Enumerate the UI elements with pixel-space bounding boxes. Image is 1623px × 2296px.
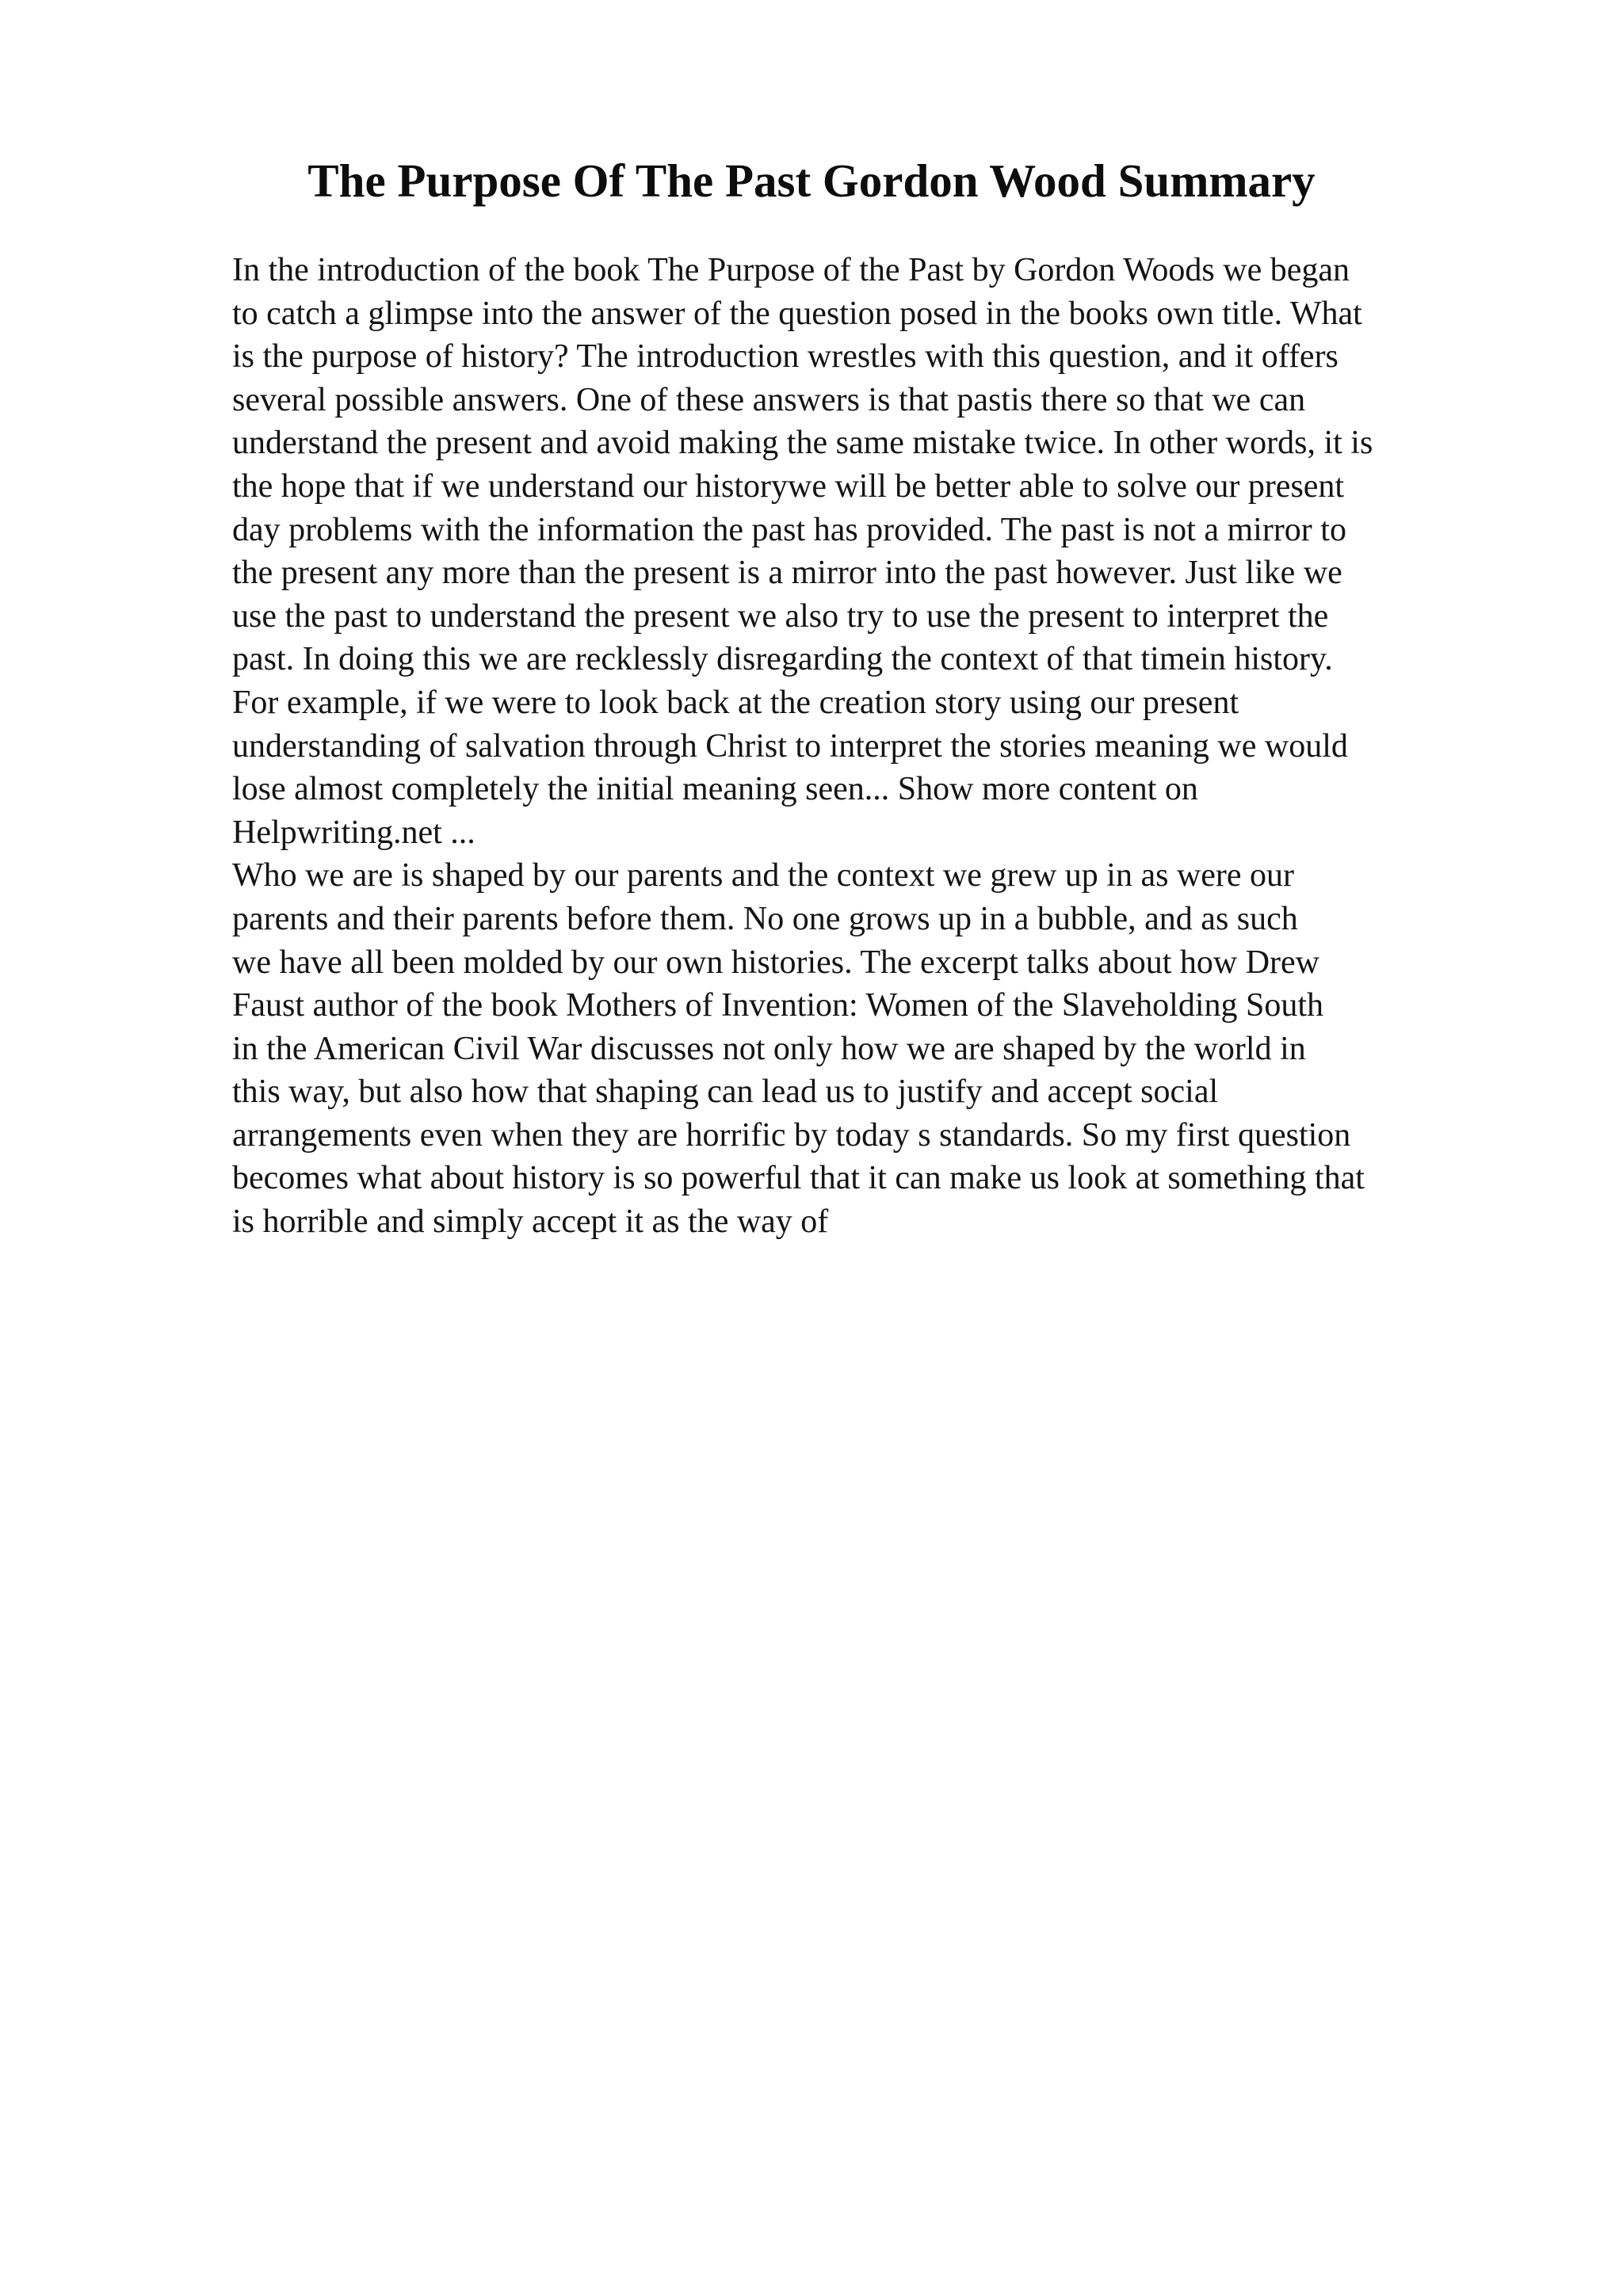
body-line: Helpwriting.net ... bbox=[232, 814, 475, 851]
body-line: In the introduction of the book The Purpose of the Past by Gordon Woods we began bbox=[232, 252, 1350, 288]
body-line: parents and their parents before them. No one grows up in a bubble, and as such bbox=[232, 900, 1298, 937]
body-line: we have all been molded by our own histories. The excerpt talks about how Drew bbox=[232, 944, 1320, 981]
body-line: Faust author of the book Mothers of Invention: Women of the Slaveholding South bbox=[232, 987, 1324, 1024]
document-body bbox=[232, 249, 1548, 1244]
body-line: use the past to understand the present we also try to use the present to interpret the bbox=[232, 597, 1329, 635]
body-line: becomes what about history is so powerful that it can make us look at something that bbox=[232, 1160, 1365, 1197]
body-line: the present any more than the present is a mirror into the past however. Just like we bbox=[232, 555, 1342, 592]
body-line: is the purpose of history? The introduction wrestles with this question, and it offers bbox=[232, 338, 1338, 376]
body-line: For example, if we were to look back at the creation story using our present bbox=[232, 684, 1239, 721]
body-line: past. In doing this we are recklessly disregarding the context of that timein history. bbox=[232, 641, 1333, 678]
body-line: several possible answers. One of these answers is that pastis there so that we can bbox=[232, 381, 1306, 418]
body-line: in the American Civil War discusses not only how we are shaped by the world in bbox=[232, 1030, 1306, 1067]
body-line: day problems with the information the past has provided. The past is not a mirror to bbox=[232, 511, 1346, 548]
body-line: arrangements even when they are horrific by today s standards. So my first question bbox=[232, 1116, 1351, 1154]
body-line: to catch a glimpse into the answer of the question posed in the books own title. What bbox=[232, 295, 1362, 332]
body-line: this way, but also how that shaping can lead us to justify and accept social bbox=[232, 1074, 1219, 1111]
body-line: lose almost completely the initial meaning seen... Show more content on bbox=[232, 771, 1198, 808]
body-line: the hope that if we understand our historywe will be better able to solve our present bbox=[232, 467, 1345, 505]
page-title: The Purpose Of The Past Gordon Wood Summary bbox=[307, 154, 1316, 207]
body-line: understand the present and avoid making the same mistake twice. In other words, it is bbox=[232, 425, 1373, 462]
body-line: is horrible and simply accept it as the way of bbox=[232, 1203, 829, 1241]
body-line: Who we are is shaped by our parents and the context we grew up in as were our bbox=[232, 857, 1295, 894]
body-line: understanding of salvation through Christ to interpret the stories meaning we would bbox=[232, 727, 1348, 765]
